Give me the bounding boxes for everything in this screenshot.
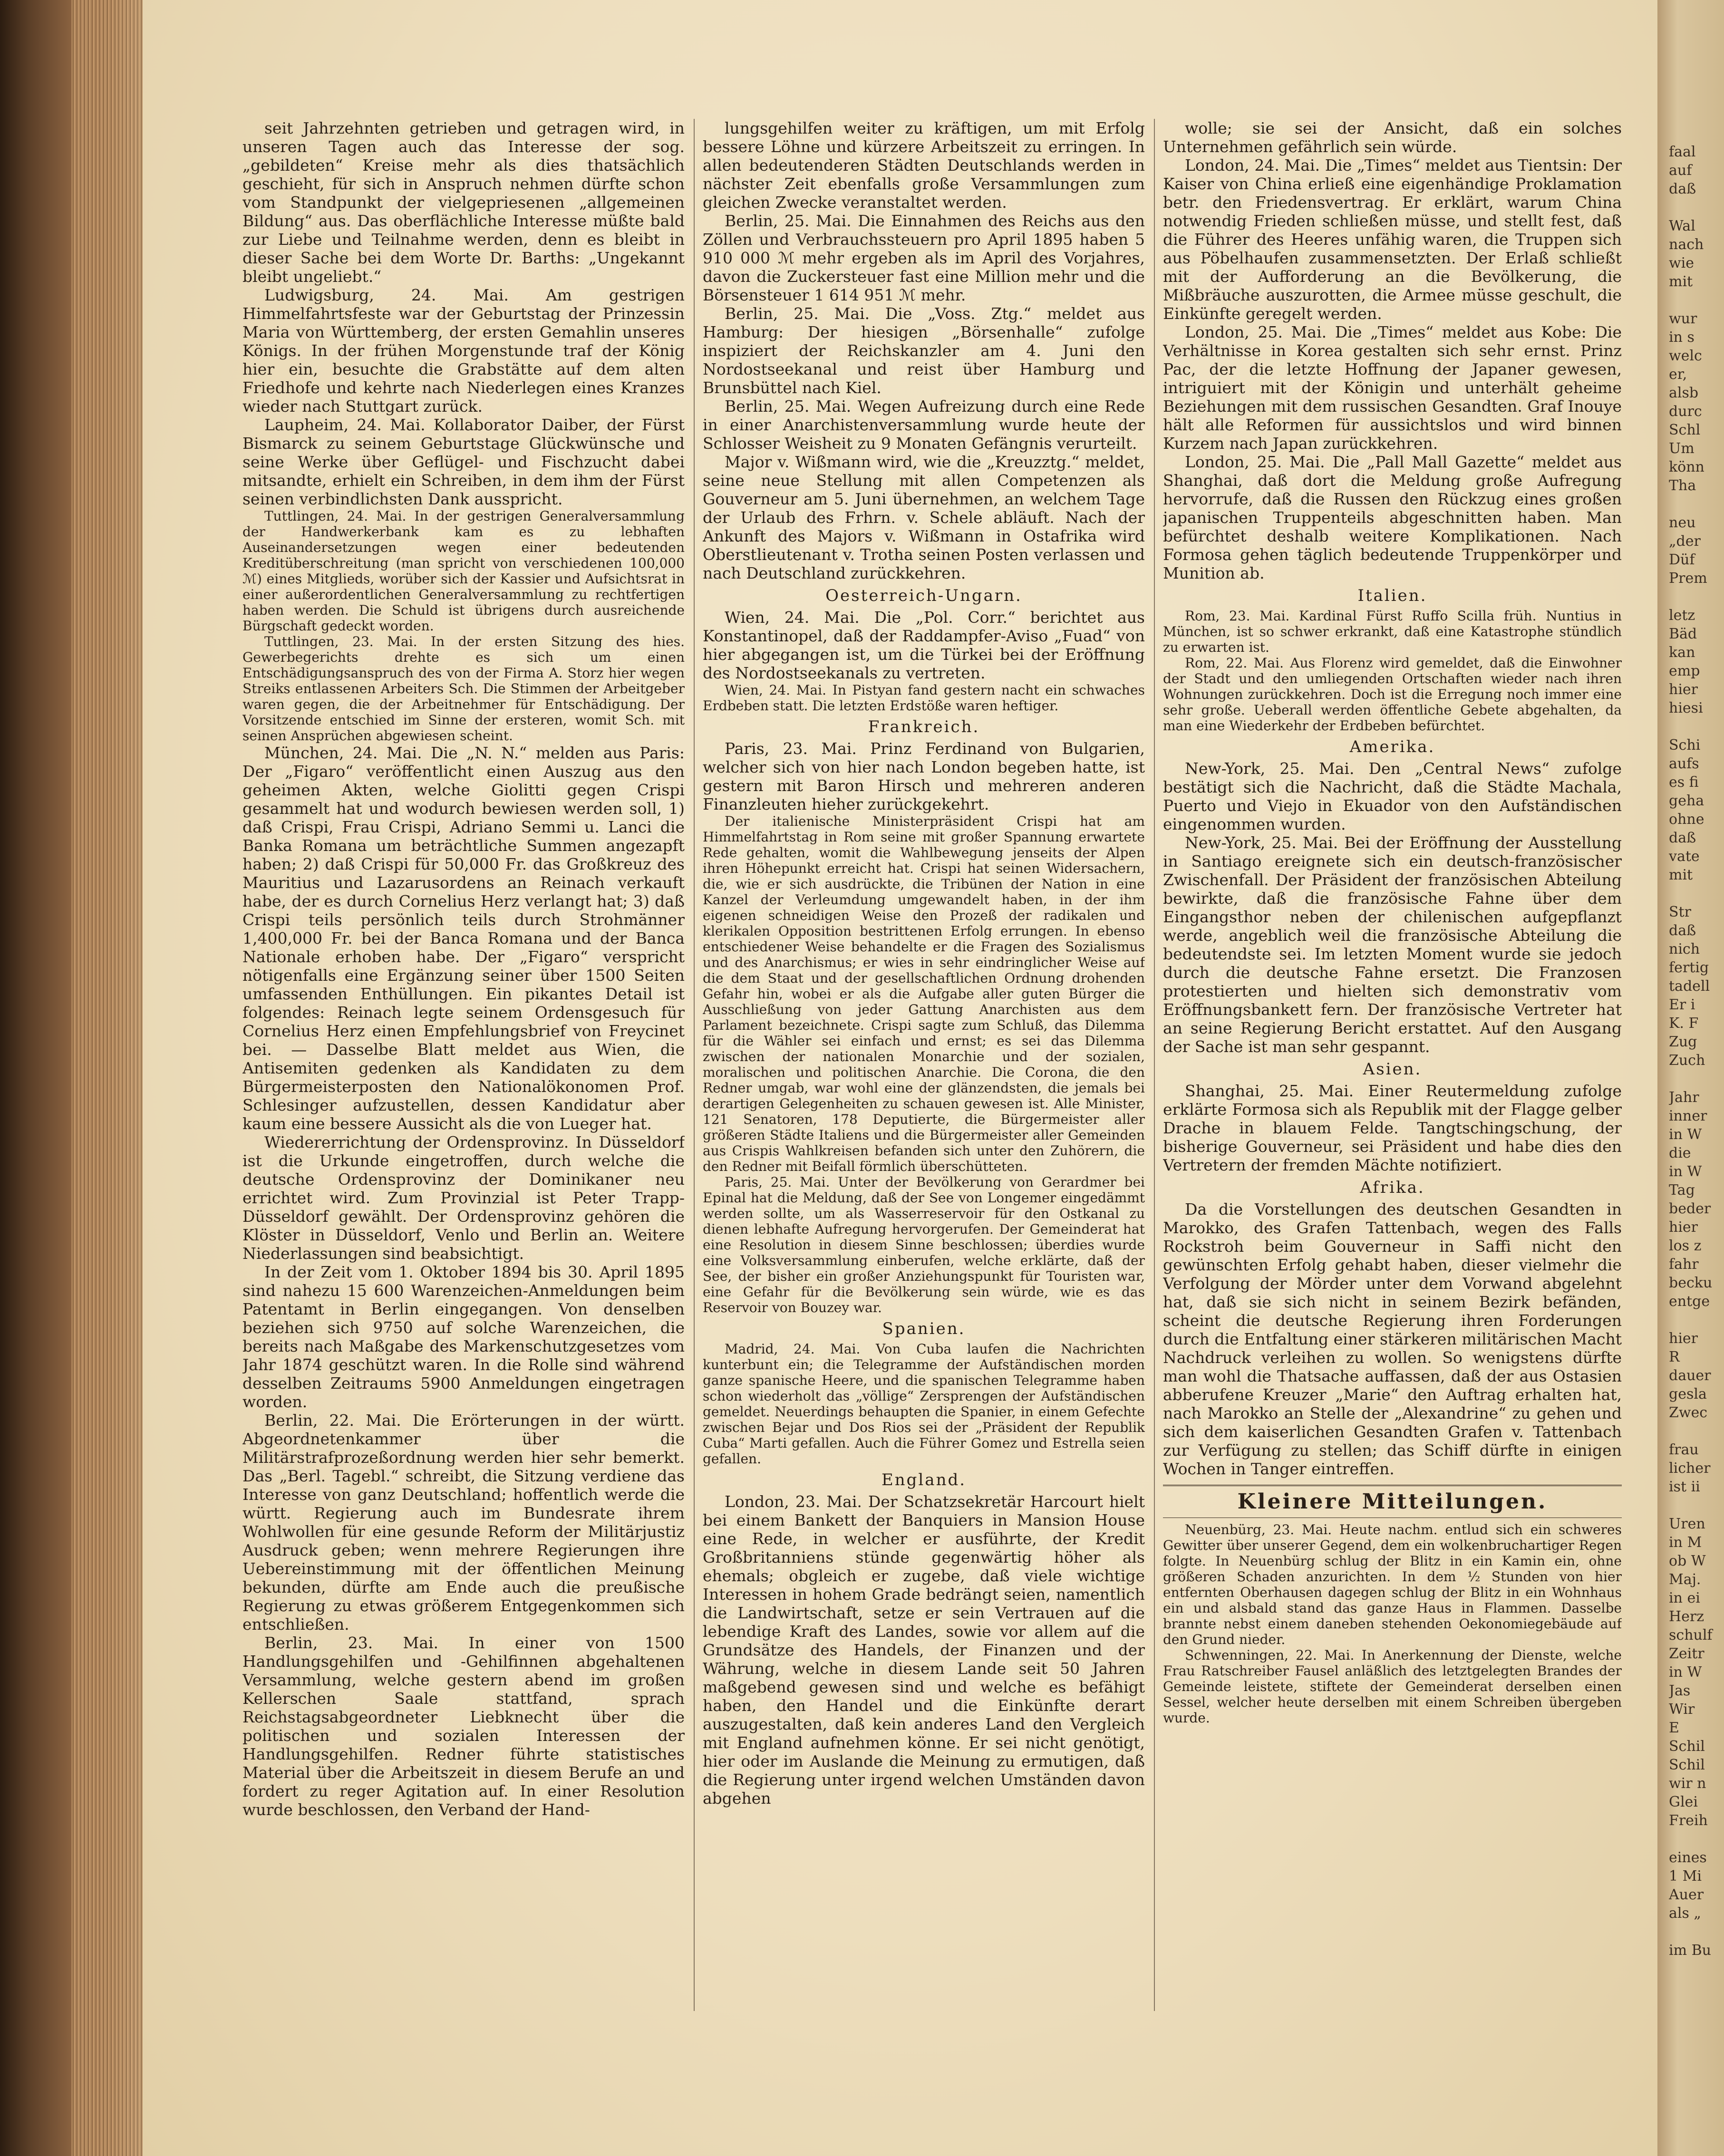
margin-fragment: in W: [1669, 1163, 1702, 1180]
margin-fragment: ohne: [1669, 811, 1705, 828]
margin-fragment: aufs: [1669, 755, 1699, 772]
margin-fragment: becku: [1669, 1275, 1713, 1291]
margin-fragment: licher: [1669, 1460, 1711, 1477]
margin-fragment: „der: [1669, 533, 1701, 550]
margin-fragment: R: [1669, 1349, 1680, 1365]
margin-fragment: Zwec: [1669, 1404, 1708, 1421]
article-paragraph: Madrid, 24. Mai. Von Cuba laufen die Nachrichten kunterbunt ein; die Telegramme der Aufständischen morden ganze spanische Heere, und die spanischen Telegramme haben schon wiederholt das „völlige“ Zersprengen der Aufständischen gemeldet. Neuerdings behaupten die Spanier, in einem Gefechte zwischen Bejar und Dos Rios sei der „Präsident der Republik Cuba“ Marti gefallen. Auch die Führer Gomez und Estrella seien gefallen.: [703, 1341, 1145, 1467]
margin-fragment: E: [1669, 1720, 1679, 1736]
margin-fragment: in ei: [1669, 1590, 1700, 1606]
margin-fragment: [1669, 588, 1724, 606]
article-paragraph: Wien, 24. Mai. Die „Pol. Corr.“ berichtet aus Konstantinopel, daß der Raddampfer-Aviso „Fuad“ von hier abgegangen ist, um die Türkei bei der Eröffnung des Nordostseekanals zu vertreten.: [703, 608, 1145, 682]
margin-fragment: K. F: [1669, 1015, 1699, 1032]
margin-fragment: Jahr: [1669, 1089, 1699, 1106]
article-paragraph: Der italienische Ministerpräsident Crispi hat am Himmelfahrtstag in Rom seine mit großer Spannung erwartete Rede gehalten, womit die Wahlbewegung jenseits der Alpen ihren Höhepunkt erreicht hat. Crispi hat seinen Widersachern, die, wie er sich ausdrückte, die Tribünen der Nation in eine Kanzel der Verleumdung umgewandelt haben, in der ihm eigenen schneidigen Weise den Prozeß der radikalen und klerikalen Opposition bestrittenen Erfolg errungen. In ebenso entschiedener Weise behandelte er die Fragen des Sozialismus und des Anarchismus; er wies in sehr eindringlicher Weise auf die dem Staat und der gesellschaftlichen Ordnung drohenden Gefahr hin, wobei er als die Aufgabe aller guten Bürger die Ausschließung von jeder Gattung Anarchisten aus dem Parlament bezeichnete. Crispi sagte zum Schluß, das Dilemma für die Wähler sei einfach und ernst; es sei das Dilemma zwischen der nationalen Monarchie und der sozialen, moralischen und politischen Anarchie. Die Corona, die den Redner umgab, war wohl eine der glänzendsten, die jemals bei derartigen Gelegenheiten zu schauen gewesen ist. Alle Minister, 121 Senatoren, 178 Deputierte, die Bürgermeister aller größeren Städte Italiens und die Bürgermeister aller Gemeinden aus Crispis Wahlkreisen befanden sich unter den Zuhörern, die den Redner mit Beifall förmlich überschütteten.: [703, 813, 1145, 1174]
margin-fragment: mit: [1669, 273, 1693, 290]
margin-fragment: alsb: [1669, 385, 1699, 401]
margin-fragment: hier: [1669, 681, 1698, 698]
section-box-title: Kleinere Mitteilungen.: [1163, 1485, 1622, 1518]
article-paragraph: London, 25. Mai. Die „Pall Mall Gazette“ meldet aus Shanghai, daß dort die Meldung große Aufregung hervorrufe, daß die Russen den Rückzug eines großen japanischen Truppenteils abgeschnitten haben. Man befürchtet deshalb weitere Komplikationen. Nach Formosa gehen täglich bedeutende Truppenkörper und Munition ab.: [1163, 453, 1622, 582]
margin-fragment: er,: [1669, 366, 1687, 383]
text-column-2: [703, 119, 1145, 2011]
section-heading: Amerika.: [1349, 737, 1435, 756]
margin-fragment: [1669, 495, 1724, 513]
margin-fragment: Schl: [1669, 422, 1701, 438]
article-paragraph: Berlin, 23. Mai. In einer von 1500 Handlungsgehilfen und -Gehilfinnen abgehaltenen Versammlung, welche gestern abend im großen Kellerschen Saale stattfand, sprach Reichstagsabgeordneter Liebknecht über die politischen und sozialen Interessen der Handlungsgehilfen. Redner führte statistisches Material über die Arbeitszeit in diesem Berufe an und fordert zu reger Agitation auf. In einer Resolution wurde beschlossen, den Verband der Hand-: [242, 1634, 685, 1819]
margin-fragment: [1669, 1923, 1724, 1941]
article-paragraph: seit Jahrzehnten getrieben und getragen wird, in unseren Tagen auch das Interesse der sog. „gebildeten“ Kreise mehr als dies thatsächlich geschieht, für sich in Anspruch nehmen dürfte schon vom Standpunkt der vielgepriesenen „allgemeinen Bildung“ aus. Das oberflächliche Interesse müßte bald zur Liebe und Teilnahme werden, denn es bleibt in dieser Sache bei dem Worte Dr. Barths: „Ungekannt bleibt ungeliebt.“: [242, 119, 685, 286]
margin-fragment: Prem: [1669, 570, 1707, 587]
margin-fragment: kan: [1669, 644, 1695, 661]
margin-fragment: faal: [1669, 144, 1696, 160]
article-paragraph: Neuenbürg, 23. Mai. Heute nachm. entlud sich ein schweres Gewitter über unserer Gegend, dem ein wolkenbruchartiger Regen folgte. In Neuenbürg schlug der Blitz in ein Kamin ein, ohne größeren Schaden anzurichten. In dem ½ Stunden von hier entfernten Oberhausen dagegen schlug der Blitz in ein Wohnhaus ein und alsbald stand das ganze Haus in Flammen. Dasselbe brannte nebst einem daneben stehenden Oekonomiegebäude auf den Grund nieder.: [1163, 1522, 1622, 1647]
section-heading: Asien.: [1363, 1060, 1422, 1079]
margin-fragment: Wir: [1669, 1701, 1695, 1718]
margin-fragment: Schil: [1669, 1738, 1705, 1755]
margin-fragment: Zuch: [1669, 1052, 1705, 1069]
margin-fragment: [1669, 1311, 1724, 1329]
margin-fragment: nich: [1669, 941, 1700, 957]
margin-fragment: wir n: [1669, 1775, 1706, 1792]
margin-fragment: hier: [1669, 1219, 1698, 1236]
margin-fragment: Jas: [1669, 1682, 1691, 1699]
column-rule: [1154, 119, 1155, 2011]
text-column-1: [242, 119, 685, 2011]
margin-fragment: in W: [1669, 1664, 1702, 1681]
article-paragraph: Berlin, 22. Mai. Die Erörterungen in der württ. Abgeordnetenkammer über die Militärstrafprozeßordnung werden hier sehr bemerkt. Das „Berl. Tagebl.“ schreibt, die Sitzung verdiene das Interesse von ganz Deutschland; hoffentlich werde die württ. Regierung auch im Bundesrate ihrem Wohlwollen für eine gesunde Reform der Militärjustiz Ausdruck geben; wenn mehrere Regierungen ihre Uebereinstimmung mit der öffentlichen Meinung bekunden, dürfte am Ende auch die preußische Regierung zu etwas größerem Entgegenkommen sich entschließen.: [242, 1411, 685, 1634]
margin-fragment: in M: [1669, 1534, 1702, 1551]
margin-fragment: könn: [1669, 459, 1705, 475]
margin-fragment: es fi: [1669, 774, 1699, 791]
article-paragraph: Rom, 23. Mai. Kardinal Fürst Ruffo Scilla früh. Nuntius in München, ist so schwer erkrankt, daß eine Katastrophe stündlich zu erwarten ist.: [1163, 608, 1622, 655]
article-paragraph: Berlin, 25. Mai. Die Einnahmen des Reichs aus den Zöllen und Verbrauchssteuern pro April 1895 haben 5 910 000 ℳ mehr ergeben als im April des Vorjahres, davon die Zuckersteuer fast eine Million mehr und die Börsensteuer 1 614 951 ℳ mehr.: [703, 212, 1145, 304]
margin-fragment: emp: [1669, 663, 1700, 679]
margin-fragment: Auer: [1669, 1886, 1704, 1903]
margin-fragment: [1669, 291, 1724, 309]
margin-fragment: [1669, 1422, 1724, 1441]
section-heading: Spanien.: [882, 1319, 966, 1338]
margin-fragment: [1669, 717, 1724, 736]
margin-fragment: ist ii: [1669, 1479, 1700, 1495]
margin-fragment: vate: [1669, 848, 1700, 865]
margin-fragment: Freih: [1669, 1812, 1708, 1829]
article-paragraph: Berlin, 25. Mai. Die „Voss. Ztg.“ meldet aus Hamburg: Der hiesigen „Börsenhalle“ zufolge inspiziert der Reichskanzler am 4. Juni den Nordostseekanal und reist über Hamburg und Brunsbüttel nach Kiel.: [703, 304, 1145, 397]
margin-fragment: im Bu: [1669, 1942, 1711, 1959]
margin-fragment: [1669, 1496, 1724, 1515]
margin-fragment: in W: [1669, 1126, 1702, 1143]
margin-fragment: tadell: [1669, 978, 1710, 995]
margin-fragment: ob W: [1669, 1553, 1706, 1569]
margin-fragment: Maj.: [1669, 1571, 1701, 1588]
margin-fragment: daß: [1669, 830, 1696, 846]
margin-fragment: Wal: [1669, 218, 1695, 234]
article-paragraph: London, 23. Mai. Der Schatzsekretär Harcourt hielt bei einem Bankett der Banquiers in Mansion House eine Rede, in welcher er ausführte, der Kredit Großbritanniens stünde gegenwärtig höher als ehemals; obgleich er zugebe, daß viele wichtige Interessen in hohem Grade bedrängt seien, namentlich die Landwirtschaft, setze er sein Vertrauen auf die lebendige Kraft des Landes, sowie vor allem auf die Grundsätze des Handels, der Finanzen und der Währung, welche in diesem Lande seit 50 Jahren maßgebend gewesen sind und welche es befähigt haben, den Handel und die Einkünfte derart auszugestalten, daß kein anderes Land den Vergleich mit England aufnehmen könne. Er sei nicht genötigt, hier oder im Auslande die Meinung zu ermutigen, daß die Regierung unter irgend welchen Umständen davon abgehen: [703, 1492, 1145, 1808]
margin-fragment: [1669, 1070, 1724, 1088]
margin-fragment: auf: [1669, 162, 1692, 179]
margin-fragment: inner: [1669, 1108, 1707, 1124]
article-paragraph: lungsgehilfen weiter zu kräftigen, um mit Erfolg bessere Löhne und kürzere Arbeitszeit zu erringen. In allen bedeutenderen Städten Deutschlands werden in nächster Zeit ebenfalls große Versammlungen zum gleichen Zwecke veranstaltet werden.: [703, 119, 1145, 212]
margin-fragment: hiesi: [1669, 700, 1703, 716]
article-paragraph: New-York, 25. Mai. Bei der Eröffnung der Ausstellung in Santiago ereignete sich ein deutsch-französischer Zwischenfall. Der Präsident der französischen Abteilung bewirkte, daß die französische Fahne über dem Eingangsthor neben der chilenischen aufgepflanzt werde, angeblich weil die französische Abteilung die bedeutendste sei. Im letzten Moment wurde sie jedoch durch die deutsche Fahne ersetzt. Die Franzosen protestierten und hielten sich demonstrativ vom Eröffnungsbankett fern. Der französische Vertreter hat an seine Regierung Bericht erstattet. Auf den Ausgang der Sache ist man sehr gespannt.: [1163, 833, 1622, 1056]
margin-fragment: wur: [1669, 310, 1697, 327]
margin-fragment: durc: [1669, 403, 1702, 420]
margin-fragment: wie: [1669, 255, 1695, 271]
margin-fragment: entge: [1669, 1293, 1710, 1310]
margin-fragment: Schil: [1669, 1757, 1705, 1773]
margin-fragment: Tag: [1669, 1182, 1695, 1199]
margin-fragment: gesla: [1669, 1386, 1707, 1402]
margin-fragment: [1669, 884, 1724, 903]
article-paragraph: Ludwigsburg, 24. Mai. Am gestrigen Himmelfahrtsfeste war der Geburtstag der Prinzessin Maria von Württemberg, der ersten Gemahlin unseres Königs. In der frühen Morgenstunde traf der König hier ein, besuchte die Grabstätte auf dem alten Friedhofe und kehrte nach Niederlegen eines Kranzes wieder nach Stuttgart zurück.: [242, 286, 685, 416]
article-paragraph: Laupheim, 24. Mai. Kollaborator Daiber, der Fürst Bismarck zu seinem Geburtstage Glückwünsche und seine Werke über Geflügel- und Fischzucht dabei mitsandte, erhielt ein Schreiben, in dem ihm der Fürst seinen verbindlichsten Dank ausspricht.: [242, 416, 685, 508]
margin-fragment: dauer: [1669, 1367, 1711, 1384]
margin-fragment: frau: [1669, 1441, 1699, 1458]
facing-page-margin-text: [1669, 143, 1724, 1997]
margin-fragment: nach: [1669, 236, 1704, 253]
margin-fragment: Bäd: [1669, 626, 1697, 642]
section-heading: England.: [881, 1470, 967, 1489]
column-rule: [694, 119, 695, 2011]
margin-fragment: Herz: [1669, 1608, 1705, 1625]
margin-fragment: Str: [1669, 904, 1691, 920]
margin-fragment: Schi: [1669, 737, 1701, 754]
margin-fragment: letz: [1669, 607, 1695, 624]
text-column-3: [1163, 119, 1622, 2011]
margin-fragment: die: [1669, 1145, 1691, 1161]
article-paragraph: Tuttlingen, 24. Mai. In der gestrigen Generalversammlung der Handwerkerbank kam es zu lebhaften Auseinandersetzungen wegen einer bedeutenden Kreditüberschreitung (man spricht von verschiedenen 100,000 ℳ) eines Mitglieds, worüber sich der Kassier und Aufsichtsrat in einer außerordentlichen Generalversammlung zu rechtfertigen haben werden. Die Schuld ist übrigens durch ausreichende Bürgschaft gedeckt worden.: [242, 508, 685, 634]
section-heading: Italien.: [1357, 586, 1427, 605]
margin-fragment: beder: [1669, 1200, 1711, 1217]
article-paragraph: In der Zeit vom 1. Oktober 1894 bis 30. April 1895 sind nahezu 15 600 Warenzeichen-Anmeldungen beim Patentamt in Berlin eingegangen. Von denselben beziehen sich 9750 auf solche Warenzeichen, die bereits nach Maßgabe des Markenschutzgesetzes vom Jahr 1874 geschützt waren. In die Rolle sind während desselben Zeitraums 5900 Anmeldungen eingetragen worden.: [242, 1263, 685, 1411]
margin-fragment: fahr: [1669, 1256, 1699, 1273]
margin-fragment: Zug: [1669, 1034, 1697, 1050]
article-paragraph: Paris, 25. Mai. Unter der Bevölkerung von Gerardmer bei Epinal hat die Meldung, daß der See von Longemer eingedämmt werden sollte, um als Wasserreservoir für den Ostkanal zu dienen lebhafte Aufregung hervorgerufen. Der Gemeinderat hat eine Resolution in diesem Sinne beschlossen; überdies wurde eine Volksversammlung einberufen, welche erklärte, daß der See, der bisher ein großer Anziehungspunkt für Touristen war, eine Gefahr für die Bevölkerung sein würde, wie es das Reservoir von Bouzey war.: [703, 1174, 1145, 1315]
margin-fragment: geha: [1669, 793, 1705, 809]
margin-fragment: in s: [1669, 329, 1695, 346]
margin-fragment: [1669, 198, 1724, 217]
margin-fragment: welc: [1669, 348, 1702, 364]
margin-fragment: Düf: [1669, 551, 1695, 568]
article-paragraph: Tuttlingen, 23. Mai. In der ersten Sitzung des hies. Gewerbegerichts drehte es sich um einen Entschädigungsanspruch des von der Firma A. Storz hier wegen Streiks entlassenen Arbeiters Sch. Die Stimmen der Arbeitgeber waren gegen, die der Arbeitnehmer für Entschädigung. Der Vorsitzende entschied im Sinne der ersteren, womit Sch. mit seinen Ansprüchen abgewiesen scheint.: [242, 634, 685, 744]
section-heading: Oesterreich-Ungarn.: [825, 586, 1022, 605]
article-paragraph: wolle; sie sei der Ansicht, daß ein solches Unternehmen gefährlich sein würde.: [1163, 119, 1622, 156]
margin-fragment: mit: [1669, 867, 1693, 883]
margin-fragment: daß: [1669, 922, 1696, 939]
section-heading: Afrika.: [1360, 1178, 1425, 1197]
article-paragraph: Rom, 22. Mai. Aus Florenz wird gemeldet, daß die Einwohner der Stadt und den umliegenden Ortschaften wieder nach ihren Wohnungen zurückkehren. Doch ist die Erregung noch immer eine sehr große. Ueberall werden öffentliche Gebete abgehalten, da man eine Wiederkehr der Erdbeben befürchtet.: [1163, 655, 1622, 734]
article-paragraph: London, 25. Mai. Die „Times“ meldet aus Kobe: Die Verhältnisse in Korea gestalten sich sehr ernst. Prinz Pac, der die letzte Hoffnung der Japaner gewesen, intriguiert mit der Königin und unterhält geheime Beziehungen mit dem russischen Gesandten. Graf Inouye hält alle Reformen für aussichtslos und wird binnen Kurzem nach Japan zurückkehren.: [1163, 323, 1622, 453]
section-heading: Frankreich.: [868, 717, 980, 736]
margin-fragment: als „: [1669, 1905, 1701, 1922]
margin-fragment: eines: [1669, 1849, 1707, 1866]
article-paragraph: Major v. Wißmann wird, wie die „Kreuzztg.“ meldet, seine neue Stellung mit allen Competenzen als Gouverneur am 5. Juni übernehmen, an welchem Tage der Urlaub des Frhrn. v. Schele abläuft. Nach der Ankunft des Majors v. Wißmann in Ostafrika wird Oberstlieutenant v. Trotha seinen Posten verlassen und nach Deutschland zurückkehren.: [703, 453, 1145, 582]
article-paragraph: München, 24. Mai. Die „N. N.“ melden aus Paris: Der „Figaro“ veröffentlicht einen Auszug aus den geheimen Akten, welche Giolitti gegen Crispi gesammelt hat und wodurch bewiesen werden soll, 1) daß Crispi, Frau Crispi, Adriano Semmi u. Lanci die Banka Romana um beträchtliche Summen angezapft haben; 2) daß Crispi für 50,000 Fr. das Großkreuz des Mauritius und Lazarusordens an Reinach verkauft habe, der es durch Cornelius Herz verlangt hat; 3) daß Crispi teils persönlich teils durch Strohmänner 1,400,000 Fr. bei der Banca Romana und der Banca Nationale erhoben habe. Der „Figaro“ verspricht nötigenfalls eine Ergänzung seiner über 1500 Seiten umfassenden Enthüllungen. Ein pikantes Detail ist folgendes: Reinach legte seinem Ordensgesuch für Cornelius Herz einen Empfehlungsbrief von Freycinet bei. — Dasselbe Blatt meldet aus Wien, die Antisemiten gedenken als Kandidaten zu dem Bürgermeisterposten den Nationalökonomen Prof. Schlesinger aufzustellen, dessen Kandidatur aber kaum eine bessere Aussicht als die von Lueger hat.: [242, 744, 685, 1133]
margin-fragment: daß: [1669, 181, 1696, 197]
article-paragraph: Shanghai, 25. Mai. Einer Reutermeldung zufolge erklärte Formosa sich als Republik mit der Flagge gelber Drache in blauem Felde. Tangtschingschung, der bisherige Gouverneur, sei Präsident und habe dies den Vertretern der fremden Mächte notifiziert.: [1163, 1082, 1622, 1174]
margin-fragment: [1669, 1830, 1724, 1848]
book-page-edges: [71, 0, 143, 2156]
article-paragraph: Wien, 24. Mai. In Pistyan fand gestern nacht ein schwaches Erdbeben statt. Die letzten Erdstöße waren heftiger.: [703, 682, 1145, 714]
article-paragraph: Wiedererrichtung der Ordensprovinz. In Düsseldorf ist die Urkunde eingetroffen, durch welche die deutsche Ordensprovinz der Dominikaner neu errichtet wird. Zum Provinzial ist Peter Trapp-Düsseldorf gewählt. Der Ordensprovinz gehören die Klöster in Düsseldorf, Venlo und Berlin an. Weitere Niederlassungen sind beabsichtigt.: [242, 1133, 685, 1263]
article-paragraph: Da die Vorstellungen des deutschen Gesandten in Marokko, des Grafen Tattenbach, wegen des Falls Rockstroh beim Gouverneur in Saffi nicht den gewünschten Erfolg gehabt haben, dieser vielmehr die Verfolgung der Mörder unter dem Vorwand abgelehnt hat, daß sie sich nicht in seinem Bezirk befänden, scheint die deutsche Regierung ihren Forderungen durch die Entfaltung einer stärkeren militärischen Macht Nachdruck verleihen zu wollen. So wenigstens dürfte man wohl die Thatsache auffassen, daß der aus Ostasien abberufene Kreuzer „Marie“ den Auftrag erhalten hat, nach Marokko an Stelle der „Alexandrine“ zu gehen und sich dem kaiserlichen Gesandten Grafen v. Tattenbach zur Verfügung zu stellen; das Schiff dürfte in einigen Wochen in Tanger eintreffen.: [1163, 1200, 1622, 1478]
margin-fragment: neu: [1669, 514, 1696, 531]
margin-fragment: Uren: [1669, 1516, 1705, 1532]
article-paragraph: Berlin, 25. Mai. Wegen Aufreizung durch eine Rede in einer Anarchistenversammlung wurde heute der Schlosser Weisheit zu 9 Monaten Gefängnis verurteilt.: [703, 397, 1145, 453]
margin-fragment: Zeitr: [1669, 1645, 1705, 1662]
article-paragraph: London, 24. Mai. Die „Times“ meldet aus Tientsin: Der Kaiser von China erließ eine eigenhändige Proklamation betr. den Friedensvertrag. Er erklärt, warum China notwendig Frieden schließen müsse, und stellt fest, daß die Führer des Heeres unfähig waren, die Truppen sich aus Pöbelhaufen zusammensetzten. Der Erlaß schließt mit der Aufforderung an die Bevölkerung, die Mißbräuche auszurotten, die Armee müsse geschult, die Einkünfte geregelt werden.: [1163, 156, 1622, 323]
article-paragraph: Paris, 23. Mai. Prinz Ferdinand von Bulgarien, welcher sich von hier nach London begeben hatte, ist gestern mit Baron Hirsch und mehreren anderen Finanzleuten hieher zurückgekehrt.: [703, 739, 1145, 813]
margin-fragment: los z: [1669, 1238, 1702, 1254]
margin-fragment: hier: [1669, 1330, 1698, 1347]
margin-fragment: 1 Mi: [1669, 1868, 1702, 1885]
margin-fragment: Tha: [1669, 477, 1696, 494]
article-paragraph: Schwenningen, 22. Mai. In Anerkennung der Dienste, welche Frau Ratschreiber Fausel anläßlich des letztgelegten Brandes der Gemeinde leistete, stiftete der Gemeinderat derselben einen Sessel, welcher heute derselben mit einem Schreiben übergeben wurde.: [1163, 1647, 1622, 1726]
margin-fragment: Glei: [1669, 1794, 1698, 1810]
margin-fragment: fertig: [1669, 959, 1709, 976]
margin-fragment: Er i: [1669, 996, 1695, 1013]
article-paragraph: New-York, 25. Mai. Den „Central News“ zufolge bestätigt sich die Nachricht, daß die Städte Machala, Puerto und Viejo in Ekuador von den Aufständischen eingenommen wurden.: [1163, 759, 1622, 833]
margin-fragment: schulf: [1669, 1627, 1713, 1644]
margin-fragment: Um: [1669, 440, 1695, 457]
